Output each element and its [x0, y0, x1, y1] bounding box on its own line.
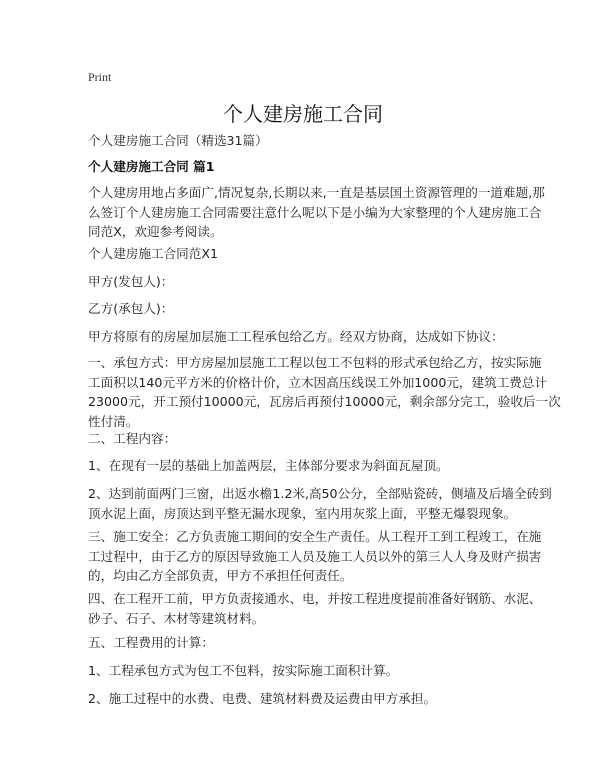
- paragraph-line: 2、达到前面两门三窗，出返水檐1.2米,高50公分，全部贴瓷砖，侧墙及后墙全砖到: [88, 486, 552, 501]
- paragraph-line: 性付清。: [88, 413, 139, 429]
- section-heading: 个人建房施工合同 篇1: [88, 159, 215, 174]
- paragraph: [88, 183, 545, 242]
- paragraph-line: 顶水泥上面，房顶达到平整无漏水现象，室内用灰浆上面，平整无爆裂现象。: [88, 505, 517, 521]
- document-subtitle: 个人建房施工合同（精选31篇）: [88, 133, 268, 148]
- paragraph: [88, 272, 528, 292]
- paragraph: [88, 484, 552, 523]
- paragraph-line: 么签订个人建房施工合同需要注意什么呢以下是小编为大家整理的个人建房施工合: [88, 204, 542, 220]
- paragraph-line: 个人建房施工合同范X1: [88, 246, 218, 261]
- paragraph-line: 一、承包方式：甲方房屋加层施工工程以包工不包料的形式承包给乙方，按实际施: [88, 355, 542, 370]
- paragraph-line: 工面积以140元平方米的价格计价，立木因高压线误工外加1000元，建筑工费总计: [88, 374, 548, 390]
- paragraph-line: 1、工程承包方式为包工不包料，按实际施工面积计算。: [88, 663, 399, 678]
- paragraph: [88, 527, 542, 586]
- paragraph-line: 甲方将原有的房屋加层施工工程承包给乙方。经双方协商，达成如下协议：: [88, 329, 504, 344]
- paragraph-line: 的，均由乙方全部负责，甲方不承担任何责任。: [88, 568, 353, 583]
- paragraph: [88, 429, 528, 449]
- paragraph-line: 同范X，欢迎参考阅读。: [88, 224, 223, 239]
- paragraph: [88, 661, 528, 681]
- paragraph-line: 个人建房用地占多面广,情况复杂,长期以来,一直是基层国土资源管理的一道难题,那: [88, 185, 545, 200]
- paragraph-line: 四、在工程开工前，甲方负责接通水、电，并按工程进度提前准备好钢筋、水泥、: [88, 591, 542, 606]
- paragraph: [88, 244, 528, 264]
- document-title: 个人建房施工合同: [223, 102, 383, 126]
- paragraph: [88, 353, 561, 431]
- paragraph: [88, 456, 528, 476]
- paragraph: [88, 327, 528, 347]
- paragraph-line: 五、工程费用的计算：: [88, 635, 214, 650]
- paragraph-line: 23000元，开工预付10000元，瓦房后再预付10000元，剩余部分完工，验收后一次: [88, 394, 561, 409]
- paragraph-line: 乙方(承包人)：: [88, 301, 174, 316]
- paragraph-line: 工过程中，由于乙方的原因导致施工人员及施工人员以外的第三人人身及财产损害: [88, 548, 542, 564]
- paragraph: [88, 633, 528, 653]
- paragraph: [88, 299, 528, 319]
- paragraph-line: 1、在现有一层的基础上加盖两层，主体部分要求为斜面瓦屋顶。: [88, 458, 449, 473]
- paragraph-line: 二、工程内容：: [88, 431, 177, 446]
- paragraph: [88, 689, 528, 709]
- paragraph-line: 甲方(发包人)：: [88, 274, 174, 289]
- paragraph-line: 砂子、石子、木材等建筑材料。: [88, 610, 265, 626]
- paragraph-line: 2、施工过程中的水费、电费、建筑材料费及运费由甲方承担。: [88, 691, 437, 706]
- paragraph: [88, 589, 542, 628]
- paragraph-line: 三、施工安全：乙方负责施工期间的安全生产责任。从工程开工到工程竣工，在施: [88, 529, 542, 544]
- print-link[interactable]: Print: [88, 70, 112, 84]
